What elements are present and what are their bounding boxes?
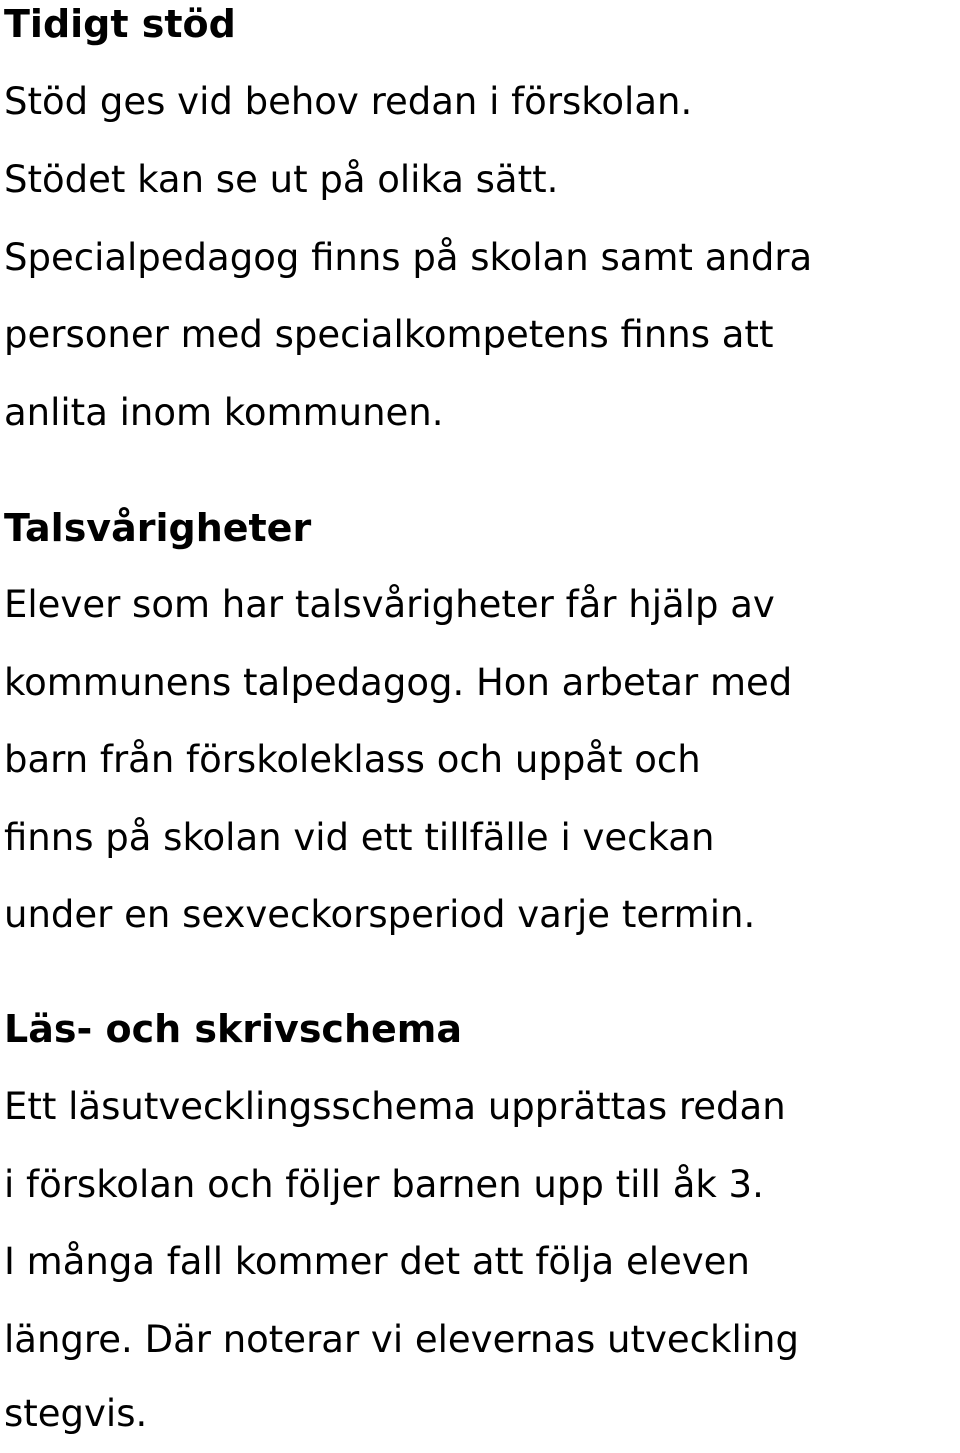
paragraph-line: finns på skolan vid ett tillfälle i veckan (4, 816, 715, 859)
paragraph-line: Stöd ges vid behov redan i förskolan. (4, 80, 693, 123)
paragraph-line: under en sexveckorsperiod varje termin. (4, 893, 756, 936)
paragraph-line: längre. Där noterar vi elevernas utveckling (4, 1318, 799, 1361)
paragraph-line: barn från förskoleklass och uppåt och (4, 738, 701, 781)
paragraph-line: Ett läsutvecklingsschema upprättas redan (4, 1085, 786, 1128)
paragraph-line: kommunens talpedagog. Hon arbetar med (4, 661, 793, 704)
paragraph-line: Specialpedagog finns på skolan samt andra (4, 236, 813, 279)
paragraph-line: stegvis. (4, 1392, 148, 1435)
paragraph-line: Stödet kan se ut på olika sätt. (4, 158, 559, 201)
paragraph-line: Elever som har talsvårigheter får hjälp av (4, 583, 775, 626)
paragraph-line: personer med specialkompetens finns att (4, 313, 774, 356)
paragraph-line: i förskolan och följer barnen upp till åk 3. (4, 1163, 764, 1206)
section-heading-talsvarigheter: Talsvårigheter (4, 506, 312, 550)
paragraph-line: anlita inom kommunen. (4, 391, 444, 434)
section-heading-tidigt-stod: Tidigt stöd (4, 2, 236, 46)
paragraph-line: I många fall kommer det att följa eleven (4, 1240, 750, 1283)
section-heading-las-och-skrivschema: Läs- och skrivschema (4, 1007, 463, 1051)
